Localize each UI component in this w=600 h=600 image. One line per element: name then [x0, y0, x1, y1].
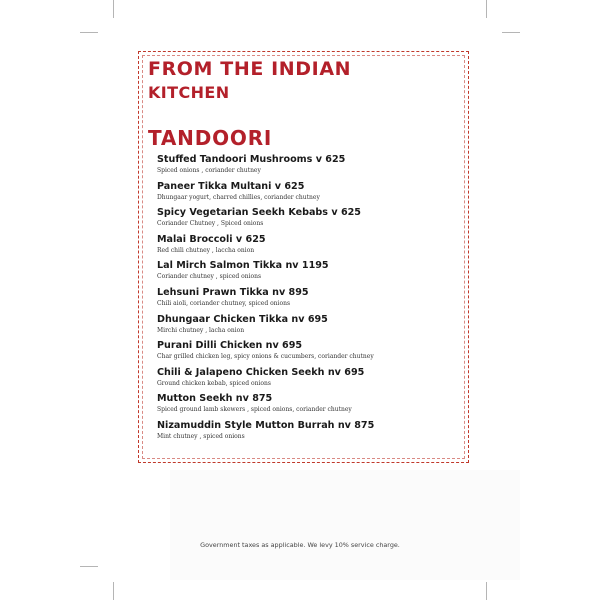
menu-item-description: Mint chutney , spiced onions	[157, 432, 245, 440]
menu-item-name: Paneer Tikka Multani v 625	[157, 180, 305, 192]
menu-item	[157, 313, 462, 340]
menu-item	[157, 366, 462, 393]
menu-item-name: Dhungaar Chicken Tikka nv 695	[157, 313, 328, 325]
menu-item	[157, 419, 462, 446]
menu-item-name: Stuffed Tandoori Mushrooms v 625	[157, 154, 346, 165]
menu-item-description: Mirchi chutney , lacha onion	[157, 326, 245, 334]
menu-item-description: Coriander Chutney , Spiced onions	[157, 220, 264, 228]
menu-item-name: Chili & Jalapeno Chicken Seekh nv 695	[157, 366, 365, 378]
menu-item-name: Purani Dilli Chicken nv 695	[157, 340, 303, 352]
menu-item	[157, 339, 462, 366]
menu-item-name: Nizamuddin Style Mutton Burrah nv 875	[157, 419, 375, 431]
menu-item	[157, 259, 462, 286]
menu-item-description: Red chili chutney , laccha onion	[157, 246, 255, 254]
page-title	[148, 60, 468, 101]
crop-mark-top-right	[486, 0, 487, 18]
menu-item-name: Lal Mirch Salmon Tikka nv 1195	[157, 260, 329, 272]
crop-mark-left-top	[80, 32, 98, 33]
menu-item-description: Chili aioli, coriander chutney, spiced onions	[157, 299, 291, 307]
menu-item-name: Spicy Vegetarian Seekh Kebabs v 625	[157, 207, 361, 219]
menu-item-name: Mutton Seekh nv 875	[157, 393, 273, 405]
menu-item	[157, 180, 462, 207]
menu-item-description: Char grilled chicken leg, spicy onions & cucumbers, coriander chutney	[157, 353, 374, 361]
crop-mark-right-top	[502, 32, 520, 33]
section-title: TANDOORI	[148, 126, 273, 150]
menu-item	[157, 392, 462, 419]
menu-item-description: Spiced onions , coriander chutney	[157, 167, 261, 174]
crop-mark-top-left	[113, 0, 114, 18]
menu-item-description: Spiced ground lamb skewers , spiced onions, coriander chutney	[157, 406, 352, 414]
menu-item-description: Ground chicken kebab, spiced onions	[157, 379, 271, 387]
crop-mark-bottom-right	[486, 582, 487, 600]
menu-item-name: Lehsuni Prawn Tikka nv 895	[157, 286, 309, 298]
menu-item-name: Malai Broccoli v 625	[157, 233, 266, 245]
page-title-line-1: FROM THE INDIAN	[148, 58, 352, 80]
menu-item-description: Coriander chutney , spiced onions	[157, 273, 262, 281]
page-title-line-2: KITCHEN	[148, 83, 230, 102]
footer-note: Government taxes as applicable. We levy 10% service charge.	[200, 541, 400, 549]
menu-item	[157, 233, 462, 260]
menu-item	[157, 206, 462, 233]
menu-item	[157, 153, 462, 180]
menu-item	[157, 286, 462, 313]
crop-mark-bottom-left	[113, 582, 114, 600]
menu-item-list	[157, 153, 462, 446]
footer-background	[170, 470, 520, 580]
crop-mark-left-bottom	[80, 566, 98, 567]
menu-item-description: Dhungaar yogurt, charred chillies, coriander chutney	[157, 193, 320, 201]
